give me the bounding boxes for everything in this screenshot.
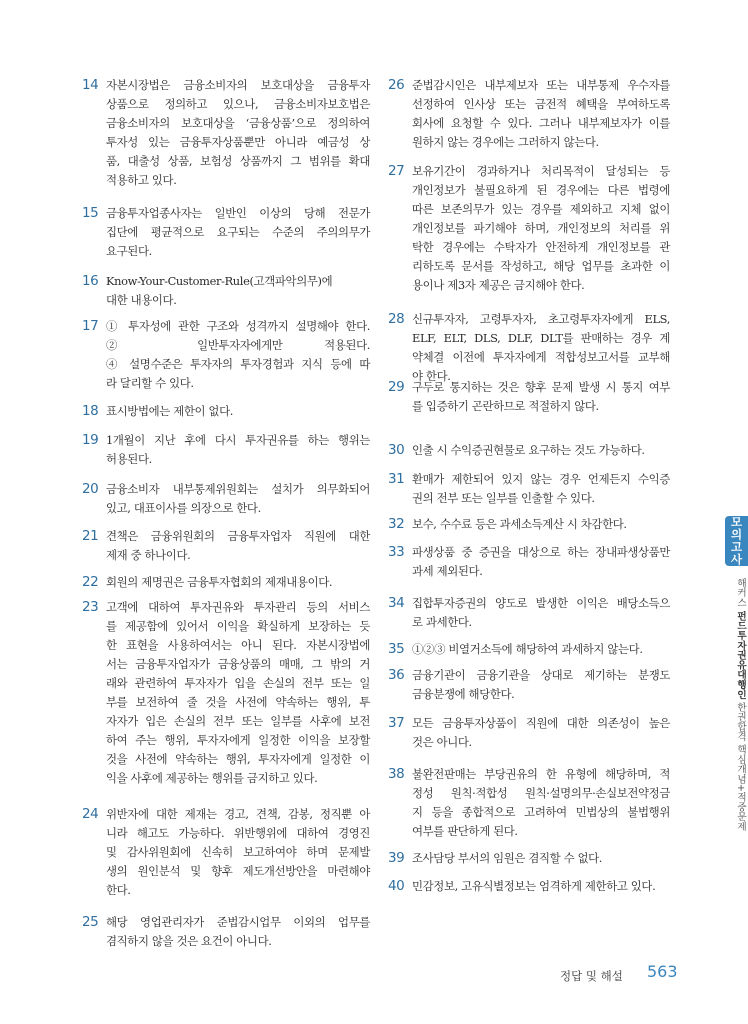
answer-number: 23 [82, 599, 99, 615]
answer-item-26 [388, 76, 670, 152]
answer-item-37 [388, 714, 670, 752]
answer-line: 위반자에 대한 제재는 경고, 견책, 감봉, 정직뿐 아 [106, 807, 370, 821]
answer-number: 38 [388, 766, 405, 782]
answer-line: 권의 전부 또는 일부를 인출할 수 있다. [412, 491, 595, 505]
answer-number: 28 [388, 311, 405, 327]
answer-line: 품, 대출성 상품, 보험성 상품까지 그 범위를 확대 [106, 154, 370, 168]
answer-text [412, 594, 670, 632]
answer-line: 조사담당 부서의 임원은 겸직할 수 없다. [412, 851, 603, 865]
answer-item-18 [82, 402, 370, 421]
answer-line: 보유기간이 경과하거나 처리목적이 달성되는 등 [412, 164, 670, 178]
answer-line: 표시방법에는 제한이 없다. [106, 404, 233, 418]
answer-number: 35 [388, 641, 405, 657]
footer-label: 정답 및 해설 [560, 969, 623, 983]
answer-line: 상품으로 정의하고 있으나, 금융소비자보호법은 [106, 97, 370, 111]
answer-number: 31 [388, 471, 405, 487]
answer-line: 를 제공함에 있어서 이익을 확실하게 보장하는 듯 [106, 619, 370, 633]
answer-line: 견책은 금융위원회의 금융투자업자 직원에 대한 [106, 529, 370, 543]
answer-item-34 [388, 594, 670, 632]
answer-text [106, 527, 370, 565]
answer-number: 19 [82, 432, 99, 448]
answer-text [106, 317, 370, 393]
answer-number: 24 [82, 806, 99, 822]
answer-line: 부를 보전하여 줄 것을 사전에 약속하는 행위, 투 [106, 695, 370, 709]
answer-text [106, 573, 370, 592]
answer-number: 36 [388, 667, 405, 683]
answer-text [412, 640, 670, 659]
answer-text [412, 310, 670, 386]
answer-number: 16 [82, 273, 99, 289]
answer-item-40 [388, 877, 670, 896]
answer-line: 것은 아니다. [412, 735, 472, 749]
answer-item-35 [388, 640, 670, 659]
answer-line: 적용하고 있다. [106, 173, 177, 187]
answer-item-36 [388, 666, 670, 704]
answer-line: 서는 금융투자업자가 금융상품의 매매, 그 밖의 거 [106, 657, 370, 671]
book-title-suffix: 한권합격 핵심개념+적중문제 [735, 698, 746, 832]
answer-line: 생의 원인분석 및 향후 제도개선방안을 마련해야 [106, 864, 370, 878]
answer-item-14 [82, 76, 370, 190]
answer-line: 및 감사위원회에 신속히 보고하여야 하며 문제발 [106, 845, 370, 859]
answer-item-19 [82, 431, 370, 469]
answer-item-32 [388, 515, 670, 534]
answer-line: 투자성 있는 금융투자상품뿐만 아니라 예금성 상 [106, 135, 370, 149]
answer-number: 40 [388, 878, 405, 894]
answer-number: 22 [82, 574, 99, 590]
book-title [727, 578, 747, 832]
answer-line: 약체결 이전에 투자자에게 적합성보고서를 교부해 [412, 350, 670, 364]
answer-line: 금융분쟁에 해당한다. [412, 687, 515, 701]
answer-item-28 [388, 310, 670, 386]
answer-line: 회원의 제명권은 금융투자협회의 제재내용이다. [106, 575, 333, 589]
answer-line: Know-Your-Customer-Rule(고객파악의무)에 [106, 274, 333, 288]
answer-line: 준법감시인은 내부제보자 또는 내부통제 우수자를 [412, 78, 670, 92]
answer-number: 33 [388, 544, 405, 560]
answer-number: 14 [82, 77, 99, 93]
answer-line: 회사에 요청할 수 있다. 그러나 내부제보자가 이를 [412, 116, 670, 130]
answer-line: 금융기관이 금융기관을 상대로 제기하는 분쟁도 [412, 668, 670, 682]
answer-item-23 [82, 598, 370, 788]
answer-line: 집합투자증권의 양도로 발생한 이익은 배당소득으 [412, 596, 670, 610]
answer-line: 정성 원칙·적합성 원칙·설명의무·손실보전약정금 [412, 786, 670, 800]
answer-line: 개인정보가 불필요하게 된 경우에는 다른 법령에 [412, 183, 670, 197]
answer-text [412, 849, 670, 868]
answer-text [106, 76, 370, 190]
answer-item-39 [388, 849, 670, 868]
answer-text [412, 877, 670, 896]
answer-number: 15 [82, 205, 99, 221]
answer-line: 허용된다. [106, 452, 152, 466]
answer-text [412, 441, 670, 460]
answer-line: 환매가 제한되어 있지 않는 경우 언제든지 수익증 [412, 472, 670, 486]
answer-line: 요구된다. [106, 244, 152, 258]
answer-number: 25 [82, 914, 99, 930]
answer-number: 30 [388, 442, 405, 458]
answer-line: ② 일반투자자에게만 적용된다. [106, 338, 370, 352]
answer-line: 구두로 통지하는 것은 향후 문제 발생 시 통지 여부 [412, 380, 670, 394]
answer-item-27 [388, 162, 670, 295]
answer-line: 개인정보를 파기해야 하며, 개인정보의 처리를 위 [412, 221, 670, 235]
book-title-bold: 펀드투자권유대행인 [735, 610, 746, 699]
answer-text [106, 598, 370, 788]
answer-item-17 [82, 317, 370, 393]
answer-line: 한 표현을 사용하여서는 아니 된다. 자본시장법에 [106, 638, 370, 652]
answer-line: ELF, ELT, DLS, DLF, DLT를 판매하는 경우 계 [412, 331, 670, 345]
answer-item-15 [82, 204, 370, 261]
answer-item-25 [82, 913, 370, 951]
answer-text [412, 470, 670, 508]
answer-line: 를 입증하기 곤란하므로 적절하지 않다. [412, 399, 599, 413]
answer-line: 있고, 대표이사를 의장으로 한다. [106, 501, 261, 515]
answer-line: 니라 해고도 가능하다. 위반행위에 대하여 경영진 [106, 826, 370, 840]
page-number: 563 [647, 962, 678, 981]
answer-text [106, 805, 370, 900]
answer-number: 17 [82, 318, 99, 334]
answer-item-38 [388, 765, 670, 841]
answer-line: 보수, 수수료 등은 과세소득계산 시 차감한다. [412, 517, 627, 531]
answer-line: 자자가 입은 손실의 전부 또는 일부를 사후에 보전 [106, 714, 370, 728]
answer-number: 21 [82, 528, 99, 544]
answer-text [106, 431, 370, 469]
answer-line: 라 달리할 수 있다. [106, 376, 194, 390]
answer-line: 집단에 평균적으로 요구되는 수준의 주의의무가 [106, 225, 370, 239]
answer-text [412, 378, 670, 416]
answer-item-30 [388, 441, 670, 460]
answer-item-24 [82, 805, 370, 900]
answer-line: 파생상품 중 증권을 대상으로 하는 장내파생상품만 [412, 545, 670, 559]
answer-line: 따른 보존의무가 있는 경우를 제외하고 지체 없이 [412, 202, 670, 216]
answer-text [412, 515, 670, 534]
answer-line: 과세 제외된다. [412, 564, 483, 578]
answer-line: 지 등을 종합적으로 고려하여 민법상의 불법행위 [412, 805, 670, 819]
answer-text [106, 913, 370, 951]
answer-line: 용이나 제3자 제공은 금지해야 한다. [412, 278, 585, 292]
answer-text [106, 272, 370, 310]
answer-line: 하여 주는 행위, 투자자에게 일정한 이익을 보장할 [106, 733, 370, 747]
answer-line: ①②③ 비열거소득에 해당하여 과세하지 않는다. [412, 642, 643, 656]
answer-line: 선정하여 인사상 또는 금전적 혜택을 부여하도록 [412, 97, 670, 111]
answer-text [412, 765, 670, 841]
answer-line: 야 한다. [412, 369, 451, 383]
answer-line: 금융소비자 내부통제위원회는 설치가 의무화되어 [106, 482, 370, 496]
answer-line: 로 과세한다. [412, 615, 472, 629]
answer-line: 래와 관련하여 투자자가 입을 손실의 전부 또는 일 [106, 676, 370, 690]
answer-item-22 [82, 573, 370, 592]
answer-line: 해당 영업관리자가 준법감시업무 이외의 업무를 [106, 915, 370, 929]
answer-number: 39 [388, 850, 405, 866]
answer-number: 20 [82, 481, 99, 497]
answer-item-33 [388, 543, 670, 581]
answer-line: 금융투자업종사자는 일반인 이상의 당해 전문가 [106, 206, 370, 220]
answer-line: 익을 사후에 제공하는 행위를 금지하고 있다. [106, 771, 318, 785]
answer-line: 탁한 경우에는 수탁자가 안전하게 개인정보를 관 [412, 240, 670, 254]
answer-text [412, 76, 670, 152]
answer-line: 여부를 판단하게 된다. [412, 824, 518, 838]
answer-line: 것을 사전에 약속하는 행위, 투자자에게 일정한 이 [106, 752, 370, 766]
section-tab-label: 모의고사 [729, 516, 744, 566]
answer-line: 불완전판매는 부당권유의 한 유형에 해당하며, 적 [412, 767, 670, 781]
answer-text [412, 666, 670, 704]
answer-line: 리하도록 문서를 작성하고, 해당 업무를 초과한 이 [412, 259, 670, 273]
answer-line: 제재 중 하나이다. [106, 548, 191, 562]
answer-line: 고객에 대하여 투자권유와 투자관리 등의 서비스 [106, 600, 370, 614]
answer-line: 1개월이 지난 후에 다시 투자권유를 하는 행위는 [106, 433, 370, 447]
answer-number: 29 [388, 379, 405, 395]
answer-number: 27 [388, 163, 405, 179]
answer-number: 26 [388, 77, 405, 93]
answer-text [412, 162, 670, 295]
answer-line: 대한 내용이다. [106, 293, 177, 307]
answer-number: 37 [388, 715, 405, 731]
answer-line: ① 투자성에 관한 구조와 성격까지 설명해야 한다. [106, 319, 370, 333]
answer-line: ④ 설명수준은 투자자의 투자경험과 지식 등에 따 [106, 357, 370, 371]
answer-line: 원하지 않는 경우에는 그러하지 않는다. [412, 135, 599, 149]
answer-line: 신규투자자, 고령투자자, 초고령투자자에게 ELS, [412, 312, 670, 326]
answer-text [412, 714, 670, 752]
answer-line: 인출 시 수익증권현물로 요구하는 것도 가능하다. [412, 443, 645, 457]
answer-item-20 [82, 480, 370, 518]
answer-item-21 [82, 527, 370, 565]
answer-item-16 [82, 272, 370, 310]
answer-line: 민감정보, 고유식별정보는 엄격하게 제한하고 있다. [412, 879, 656, 893]
answer-line: 금융소비자의 보호대상을 ‘금융상품’으로 정의하여 [106, 116, 370, 130]
section-tab[interactable] [725, 516, 748, 566]
book-title-prefix: 해커스 [735, 578, 746, 611]
answer-number: 34 [388, 595, 405, 611]
answer-text [412, 543, 670, 581]
answer-item-29 [388, 378, 670, 416]
answer-text [106, 204, 370, 261]
answer-line: 한다. [106, 883, 131, 897]
answer-line: 겸직하지 않을 것은 요건이 아니다. [106, 934, 272, 948]
answer-text [106, 480, 370, 518]
answer-line: 자본시장법은 금융소비자의 보호대상을 금융투자 [106, 78, 370, 92]
answer-text [106, 402, 370, 421]
answer-item-31 [388, 470, 670, 508]
answer-number: 32 [388, 516, 405, 532]
answer-line: 모든 금융투자상품이 직원에 대한 의존성이 높은 [412, 716, 670, 730]
answer-number: 18 [82, 403, 99, 419]
